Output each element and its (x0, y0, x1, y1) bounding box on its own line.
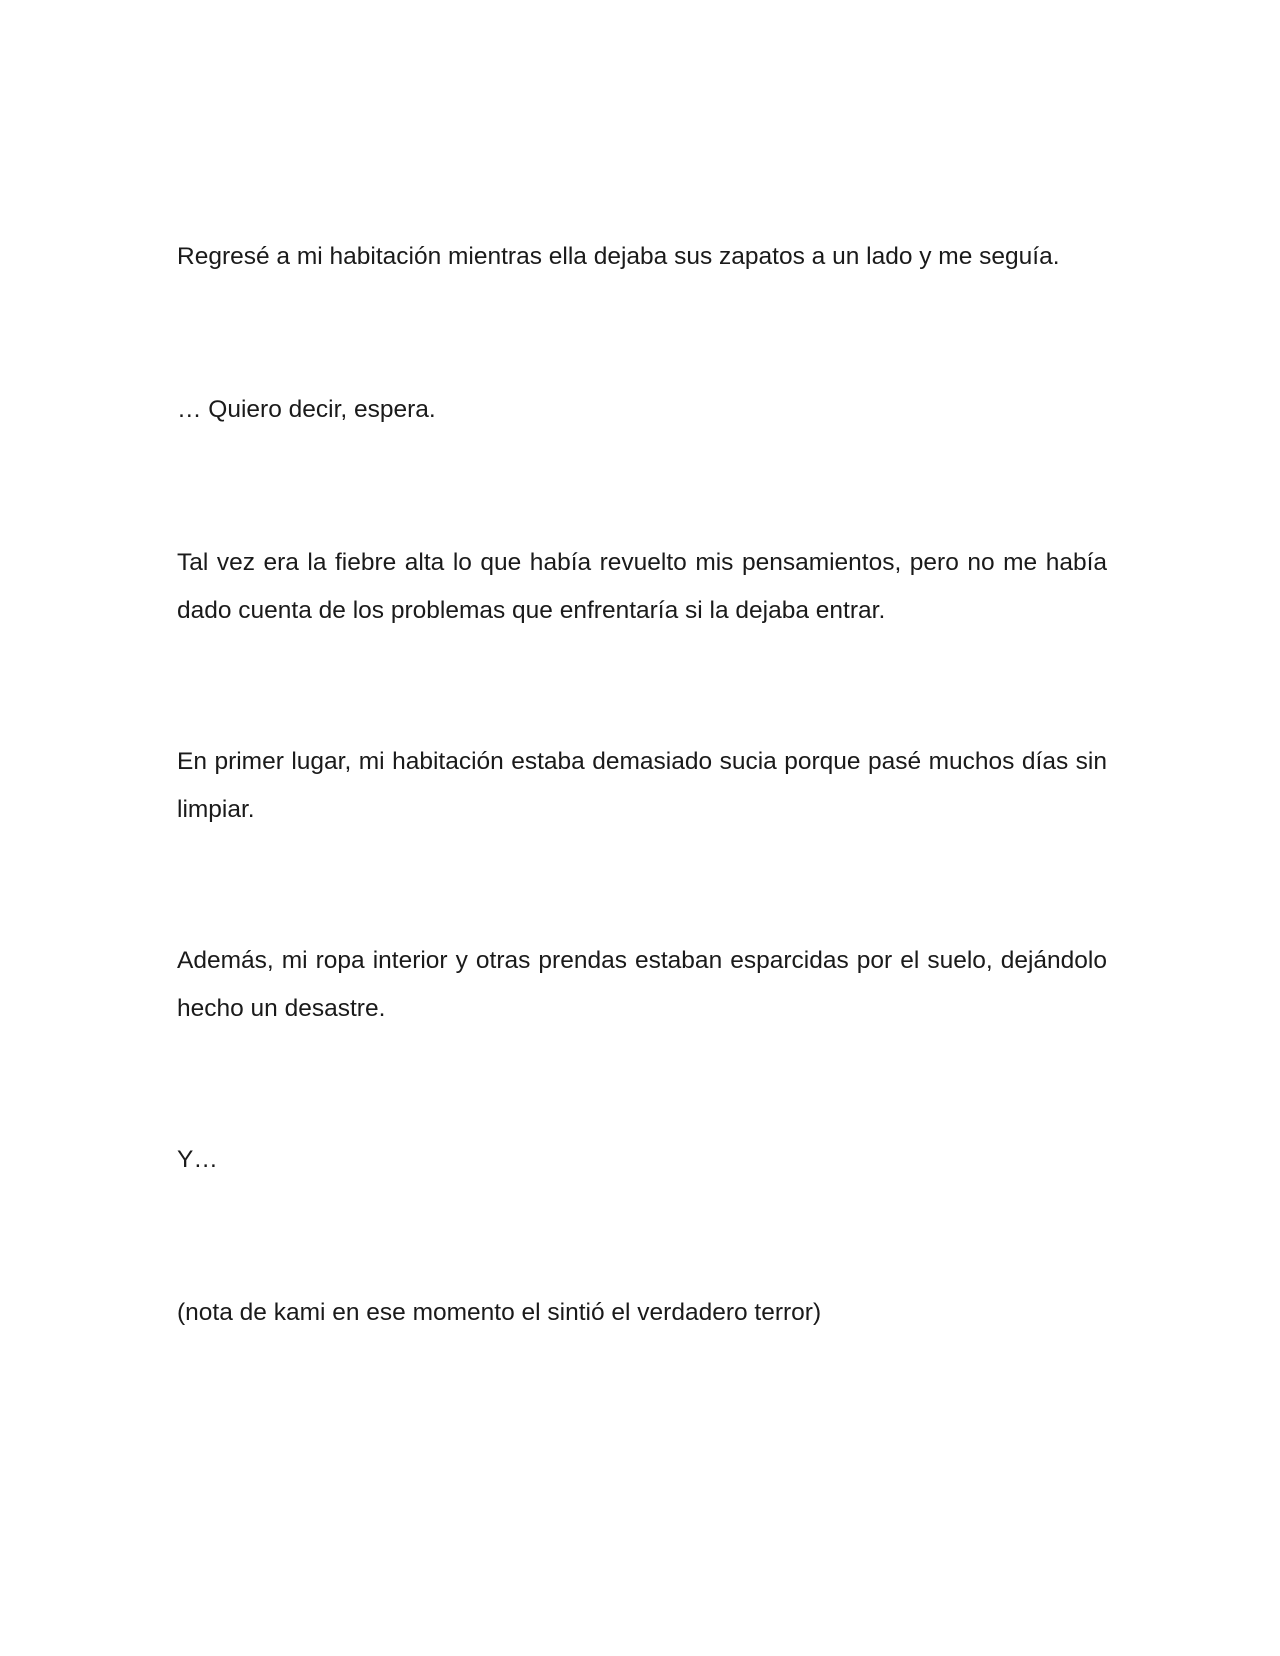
paragraph: Además, mi ropa interior y otras prendas estaban esparcidas por el suelo, dejándolo hecho un desastre. (177, 947, 1107, 1022)
paragraph: En primer lugar, mi habitación estaba demasiado sucia porque pasé muchos días sin limpiar. (177, 748, 1107, 823)
paragraph: Tal vez era la fiebre alta lo que había revuelto mis pensamientos, pero no me había dado cuenta de los problemas que enfrentaría si la dejaba entrar. (177, 549, 1107, 624)
paragraph: … Quiero decir, espera. (177, 396, 436, 423)
paragraph: Y… (177, 1146, 218, 1173)
translator-note: (nota de kami en ese momento el sintió el verdadero terror) (177, 1299, 822, 1326)
paragraph: Regresé a mi habitación mientras ella dejaba sus zapatos a un lado y me seguía. (177, 243, 1060, 270)
